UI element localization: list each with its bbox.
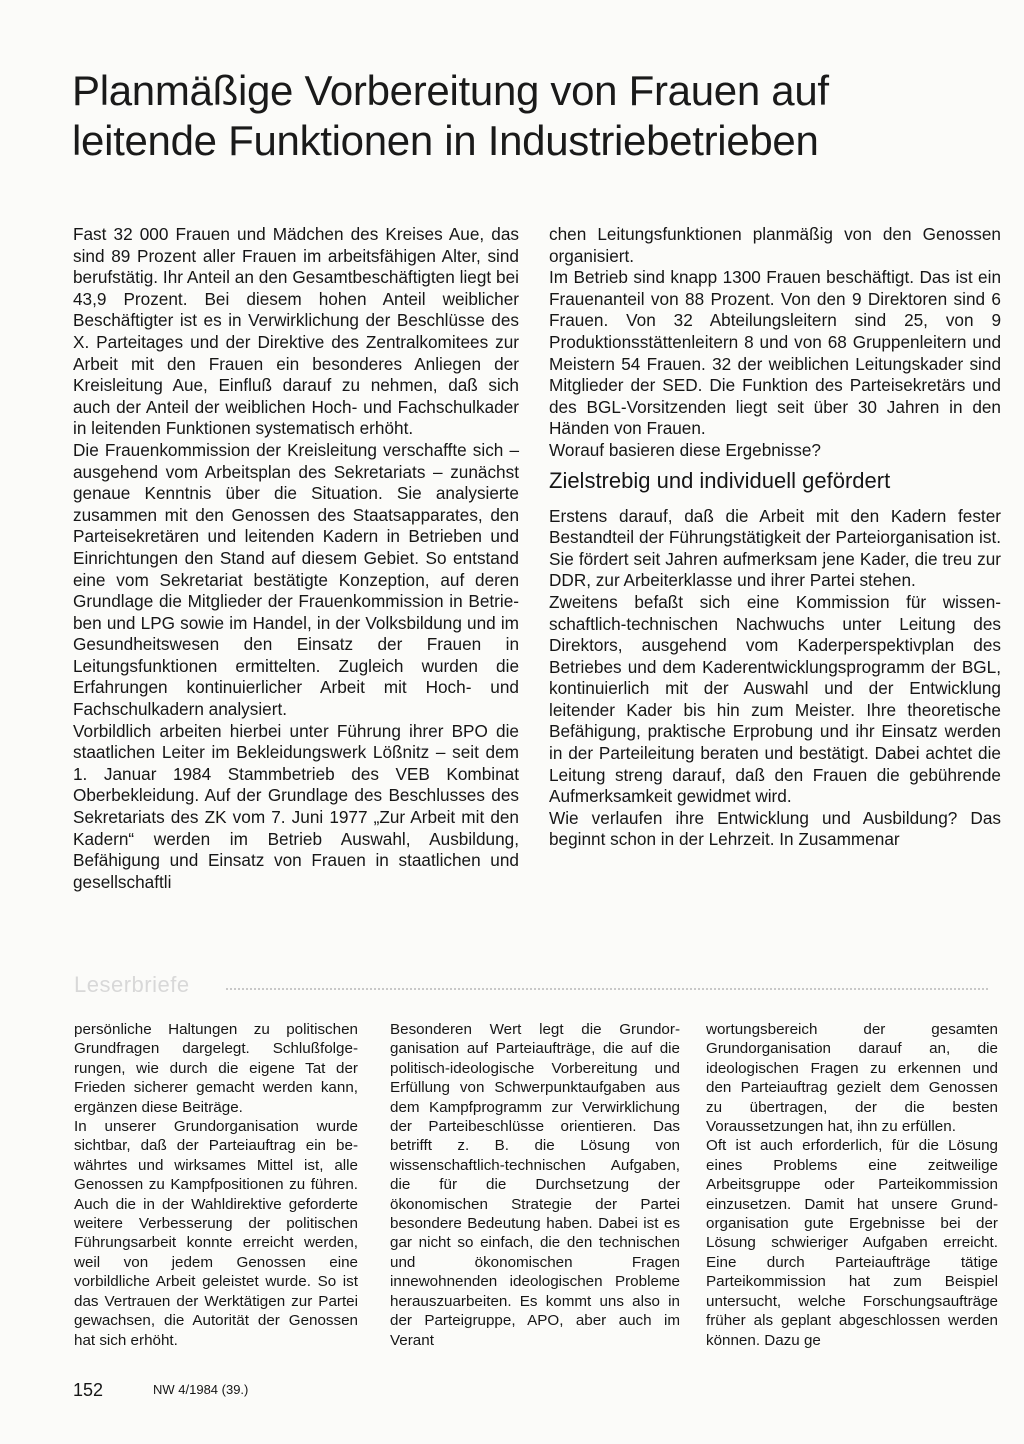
section-header xyxy=(70,970,990,1000)
article-title-line-1: Planmäßige Vorbereitung von Frauen auf xyxy=(72,67,829,114)
article-paragraph: Erstens darauf, daß die Arbeit mit den Kadern fester Bestandteil der Führungstätigkeit der Parteiorganisation ist. Sie fördert seit Jahren aufmerksam jene Kader, die treu zur DDR, zur Arbeiterklasse und ihrer Partei stehen. xyxy=(549,505,1001,591)
issue-reference: NW 4/1984 (39.) xyxy=(153,1382,249,1397)
letters-column-1 xyxy=(74,1020,358,1350)
letter-paragraph: wortungsbereich der gesamten Grundorganisation darauf an, die ideologischen Fragen zu erkennen und den Parteiauftrag gezielt dem Genossen zu übertragen, der die besten Voraussetzungen hat, ihn zu erfüllen. xyxy=(706,1021,998,1136)
article-title xyxy=(72,66,972,166)
letter-paragraph: In unserer Grundorganisation wurde sichtbar, daß der Parteiauftrag ein bewährtes und wirksames Mittel ist, alle Genossen zu Kampfpositionen zu führen. Auch die in der Wahldirektive geforderte weitere Verbesserung der politischen Führungsarbeit konnte erreicht werden, weil von jedem Genossen eine vorbildliche Arbeit geleistet wurde. So ist das Vertrauen der Werktätigen zur Partei gewachsen, die Autorität der Genossen hat sich erhöht. xyxy=(74,1118,358,1349)
article-paragraph: Fast 32 000 Frauen und Mädchen des Kreises Aue, das sind 89 Prozent aller Frauen im arbeitsfähigen Alter, sind berufstätig. Ihr Anteil an den Gesamtbeschäftigten liegt bei 43,9 Prozent. Bei diesem hohen Anteil weiblicher Beschäftigter ist es in Verwirklichung der Beschlüsse des X. Parteitages und der Direktive des Zentralkomitees zur Arbeit mit den Frauen ein besonderes Anliegen der Kreisleitung Aue, Einfluß darauf zu nehmen, daß sich auch der Anteil der weiblichen Hoch- und Fachschulkader in leitenden Funktionen systematisch erhöht. xyxy=(73,224,519,439)
article-paragraph: Worauf basieren diese Ergebnisse? xyxy=(549,439,821,460)
section-label: Leserbriefe xyxy=(74,972,190,997)
article-column-1 xyxy=(73,224,519,893)
letter-paragraph: Oft ist auch erforderlich, für die Lösung eines Problems eine zeitweilige Arbeitsgruppe oder Parteikommission einzusetzen. Damit hat unsere Grundorganisation gute Ergebnisse bei der Lösung schwieriger Aufgaben erreicht. Eine durch Parteiaufträge tätige Parteikommission hat zum Beispiel untersucht, welche Forschungsaufträge früher als geplant abgeschlossen werden können. Dazu ge xyxy=(706,1137,998,1349)
article-title-line-2: leitende Funktionen in Industriebetrieben xyxy=(72,117,819,164)
letter-paragraph: Besonderen Wert legt die Grundorganisation auf Parteiaufträge, die auf die politisch-ideologische Vorbereitung und Erfüllung von Schwerpunktaufgaben aus dem Kampfprogramm zur Verwirklichung der Parteibeschlüsse orientieren. Das betrifft z. B. die Lösung von wissenschaftlich-technischen Aufgaben, die für die Durchsetzung der ökonomischen Strategie der Partei besondere Bedeutung haben. Dabei ist es gar nicht so einfach, die den technischen und ökonomischen Fragen innewohnenden ideologischen Probleme herauszuarbeiten. Es kommt uns also in der Parteigruppe, APO, aber auch im Verant xyxy=(390,1021,680,1349)
page-number: 152 xyxy=(73,1380,104,1400)
article-paragraph: chen Leitungsfunktionen planmäßig von den Genossen organisiert. xyxy=(549,224,1001,266)
article-paragraph: Zweitens befaßt sich eine Kommission für wissenschaftlich-technischen Nachwuchs unter Leitung des Direktors, ausgehend vom Kaderperspektivplan des Betriebes und dem Kaderentwicklungsprogramm der BGL, kontinuierlich mit der Auswahl und der Entwicklung leitender Kader bis hin zum Meister. Ihre theoretische Befähigung, praktische Erprobung und ihr Einsatz werden in der Parteileitung beraten und bestätigt. Dabei achtet die Leitung streng darauf, daß den Frauen die gebührende Aufmerksamkeit gewidmet wird. xyxy=(549,591,1001,807)
letters-column-2 xyxy=(390,1020,680,1350)
letter-paragraph: persönliche Haltungen zu politischen Grundfragen dargelegt. Schlußfolgerungen, wie durch die eigene Tat der Frieden sicherer gemacht werden kann, ergänzen diese Beiträge. xyxy=(74,1021,358,1116)
page-footer xyxy=(73,1380,249,1401)
article-subheading: Zielstrebig und individuell gefördert xyxy=(549,467,891,493)
article-paragraph: Im Betrieb sind knapp 1300 Frauen beschäftigt. Das ist ein Frauenanteil von 88 Prozent. Von den 9 Direktoren sind 6 Frauen. Von 32 Abteilungsleitern sind 25, von 9 Produktionsstättenleitern 8 und von 68 Gruppenleitern und Meistern 54 Frauen. 32 der weiblichen Leitungskader sind Mitglieder der SED. Die Funktion des Parteisekretärs und des BGL-Vorsitzenden liegt seit über 30 Jahren in den Händen von Frauen. xyxy=(549,267,1001,439)
letters-column-3 xyxy=(706,1020,998,1350)
article-paragraph: Vorbildlich arbeiten hierbei unter Führung ihrer BPO die staatlichen Leiter im Bekleidungswerk Lößnitz – seit dem 1. Januar 1984 Stammbetrieb des VEB Kombinat Oberbekleidung. Auf der Grundlage des Beschlusses des Sekretariats des ZK vom 7. Juni 1977 „Zur Arbeit mit den Kadern“ werden im Betrieb Auswahl, Ausbildung, Befähigung und Einsatz von Frauen in staatlichen und gesellschaftli xyxy=(73,720,519,892)
article-paragraph: Die Frauenkommission der Kreisleitung verschaffte sich – ausgehend vom Arbeitsplan des Sekretariats – zunächst genaue Kenntnis über die Situation. Sie analysierte zusammen mit den Genossen des Staatsapparates, den Parteisekretären und leitenden Kadern in Betrieben und Einrichtungen den Stand auf diesem Gebiet. So entstand eine vom Sekretariat bestätigte Konzeption, auf deren Grundlage die Mitglieder der Frauenkommission in Betrieben und LPG sowie im Handel, in der Volksbildung und im Gesundheitswesen den Einsatz der Frauen in Leitungsfunktionen ermittelten. Zugleich wurden die Erfahrungen kontinuierlicher Arbeit mit Hoch- und Fachschulkadern analysiert. xyxy=(73,439,519,720)
article-paragraph: Wie verlaufen ihre Entwicklung und Ausbildung? Das beginnt schon in der Lehrzeit. In Zusammenar xyxy=(549,807,1001,850)
section-divider xyxy=(226,988,988,990)
article-column-2 xyxy=(549,224,1001,851)
